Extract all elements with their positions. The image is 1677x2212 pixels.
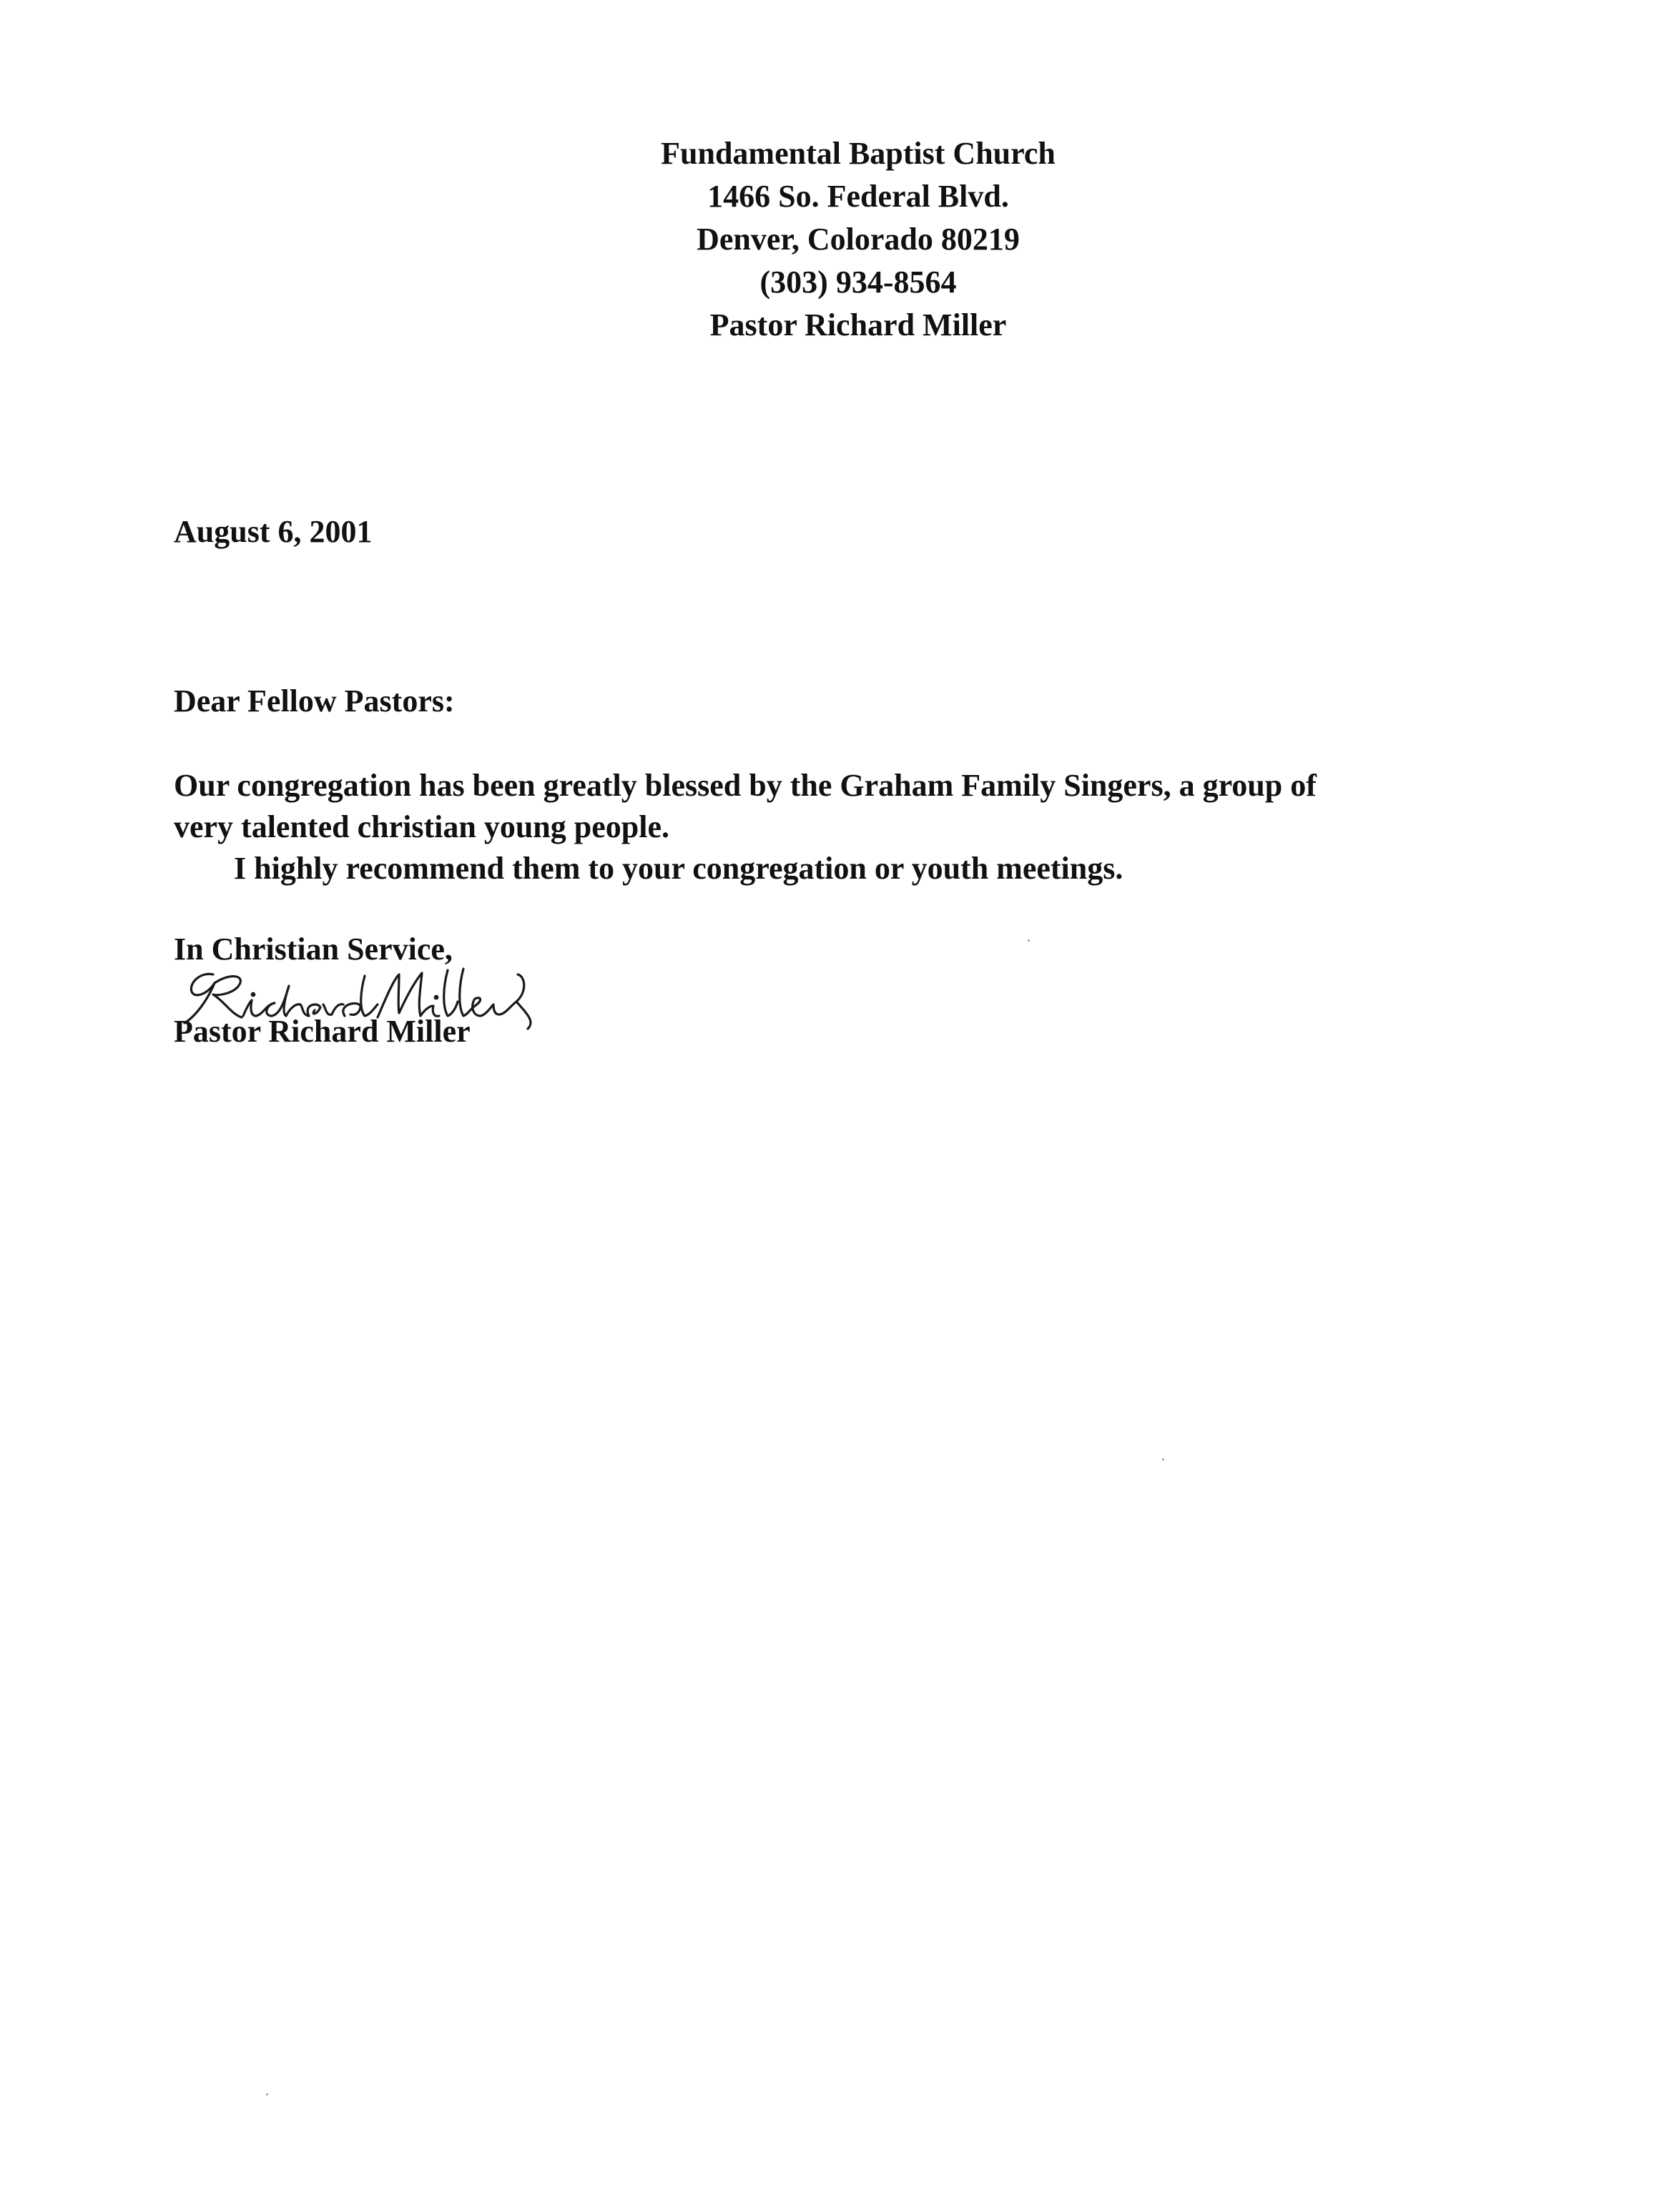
letterhead-pastor: Pastor Richard Miller [709,307,1007,342]
church-name: Fundamental Baptist Church [661,136,1056,171]
signer-name: Pastor Richard Miller [174,1014,471,1049]
salutation: Dear Fellow Pastors: [174,683,455,719]
body-line-1: Our congregation has been greatly blessed by the Graham Family Singers, a group of [174,768,1317,803]
letterhead [0,132,1677,347]
scan-speck [1028,939,1030,942]
letter-date: August 6, 2001 [174,514,373,549]
letter-body [174,765,1533,889]
scan-speck [266,2093,268,2095]
church-city-state-zip: Denver, Colorado 80219 [697,222,1020,257]
body-line-3: I highly recommend them to your congregation or youth meetings. [234,851,1123,886]
scan-speck [1162,1458,1164,1461]
closing: In Christian Service, [174,932,453,967]
body-line-2: very talented christian young people. [174,809,669,844]
church-phone: (303) 934-8564 [759,265,957,300]
church-street-address: 1466 So. Federal Blvd. [707,179,1009,214]
